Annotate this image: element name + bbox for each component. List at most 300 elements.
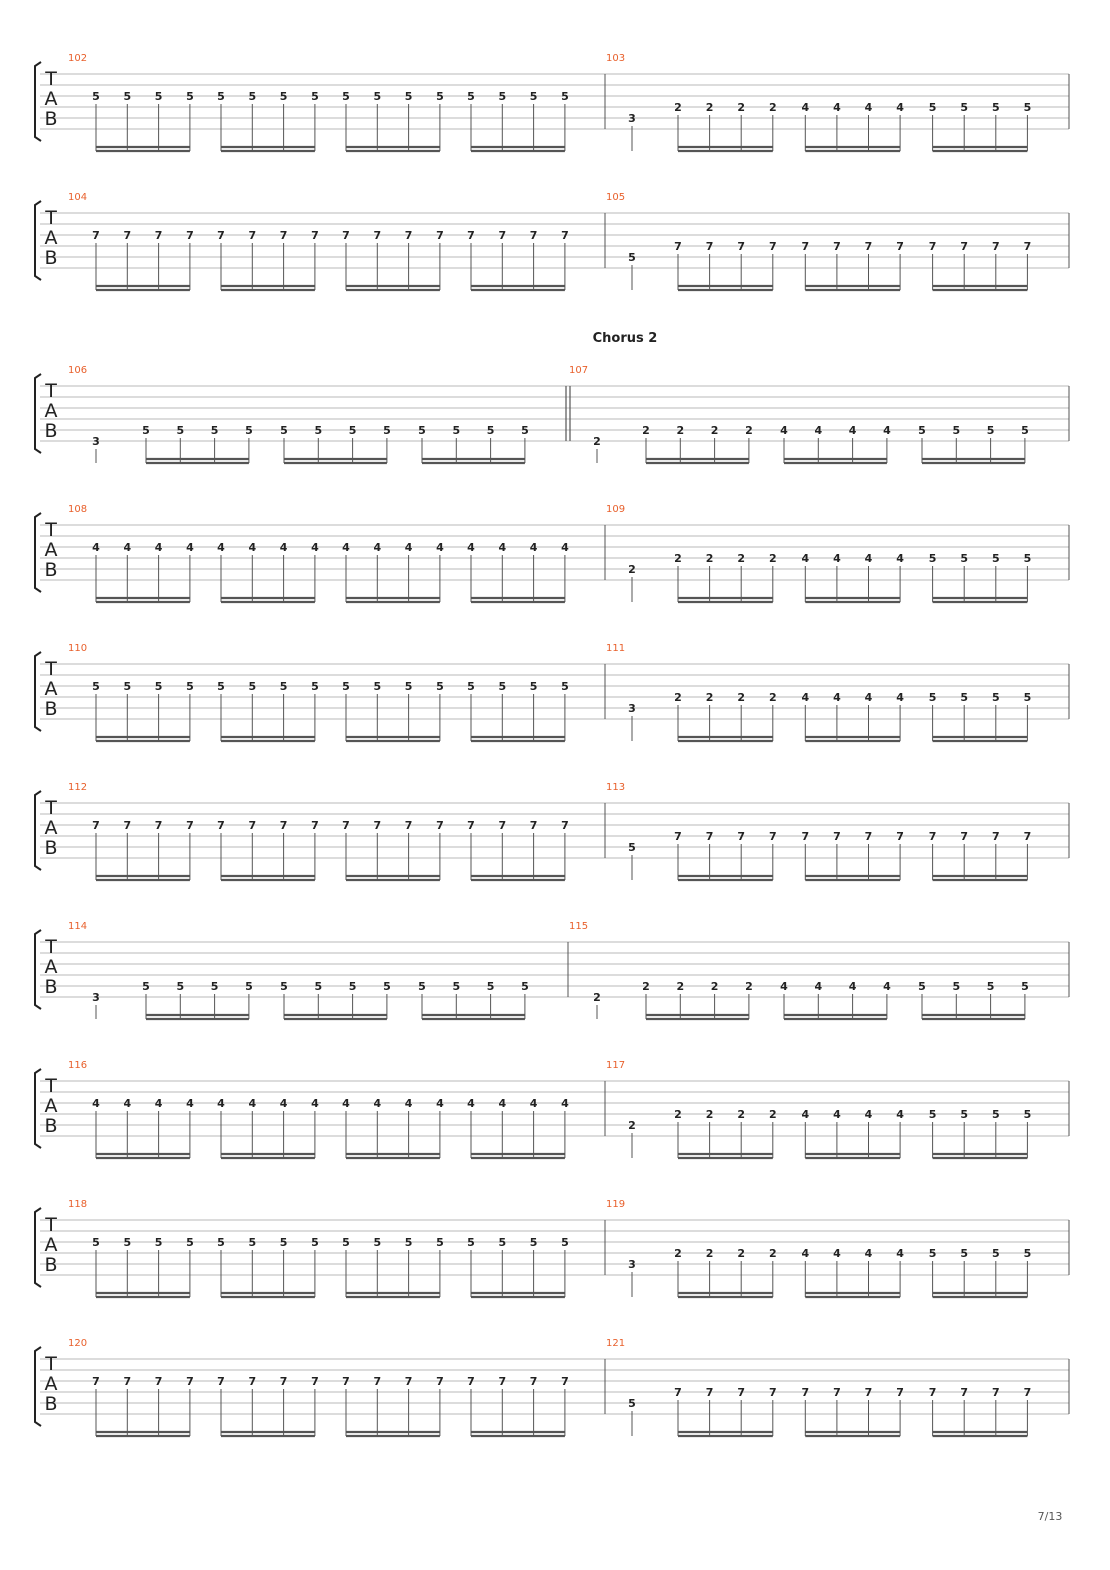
fret-note: 5 xyxy=(123,1236,132,1249)
fret-note: 5 xyxy=(498,1236,507,1249)
fret-note: 5 xyxy=(92,90,100,103)
fret-note: 5 xyxy=(154,1236,163,1249)
fret-note: 4 xyxy=(279,541,288,554)
fret-note: 5 xyxy=(521,424,529,437)
fret-note: 7 xyxy=(186,1375,194,1388)
fret-note: 7 xyxy=(737,830,746,843)
tab-clef-letter: B xyxy=(44,837,58,859)
fret-note: 7 xyxy=(311,229,319,242)
fret-note: 7 xyxy=(404,1375,413,1388)
fret-note: 2 xyxy=(768,1247,777,1260)
fret-note: 7 xyxy=(123,229,132,242)
fret-note: 7 xyxy=(436,819,444,832)
fret-note: 5 xyxy=(311,1236,319,1249)
fret-note: 4 xyxy=(311,1097,319,1110)
fret-note: 4 xyxy=(780,424,788,437)
measure-number: 114 xyxy=(68,921,88,932)
tab-clef-letter: B xyxy=(44,1393,58,1415)
fret-note: 4 xyxy=(896,691,904,704)
fret-note: 7 xyxy=(92,229,100,242)
fret-note: 7 xyxy=(467,819,475,832)
fret-note: 7 xyxy=(154,819,163,832)
tab-clef-letter: B xyxy=(44,698,58,720)
fret-note: 4 xyxy=(814,980,823,993)
fret-note: 5 xyxy=(279,1236,288,1249)
fret-note: 4 xyxy=(92,1097,100,1110)
fret-note: 2 xyxy=(705,552,714,565)
fret-note: 5 xyxy=(991,1247,1000,1260)
fret-note: 5 xyxy=(217,1236,225,1249)
fret-note: 7 xyxy=(928,830,937,843)
fret-note: 5 xyxy=(123,90,132,103)
fret-note: 5 xyxy=(342,680,350,693)
measure-number: 116 xyxy=(68,1060,88,1071)
fret-note: 4 xyxy=(92,541,100,554)
fret-note: 4 xyxy=(780,980,788,993)
fret-note: 4 xyxy=(801,1247,810,1260)
fret-note: 5 xyxy=(918,424,926,437)
page-number: 7/13 xyxy=(1037,1510,1063,1523)
fret-note: 5 xyxy=(404,90,413,103)
tab-clef-letter: A xyxy=(44,1095,58,1117)
fret-note: 7 xyxy=(529,1375,538,1388)
fret-note: 5 xyxy=(280,424,288,437)
fret-note: 5 xyxy=(186,90,194,103)
fret-note: 4 xyxy=(814,424,823,437)
fret-note: 2 xyxy=(745,980,753,993)
fret-note: 7 xyxy=(154,229,163,242)
fret-note: 7 xyxy=(960,830,969,843)
fret-note: 5 xyxy=(952,980,961,993)
fret-note: 7 xyxy=(896,240,904,253)
fret-note: 7 xyxy=(373,819,382,832)
fret-note: 4 xyxy=(498,541,507,554)
tab-clef-letter: B xyxy=(44,1254,58,1276)
fret-note: 4 xyxy=(123,541,132,554)
fret-note: 5 xyxy=(452,980,461,993)
fret-note: 5 xyxy=(529,680,538,693)
tab-clef-letter: A xyxy=(44,400,58,422)
fret-note: 7 xyxy=(896,1386,904,1399)
fret-note: 7 xyxy=(248,1375,257,1388)
tab-clef-letter: T xyxy=(45,207,57,229)
measure-number: 105 xyxy=(606,192,626,203)
fret-note: 4 xyxy=(529,541,538,554)
tab-clef-letter: B xyxy=(44,976,58,998)
fret-note: 5 xyxy=(486,424,495,437)
fret-note: 7 xyxy=(404,819,413,832)
measure-number: 103 xyxy=(606,53,626,64)
fret-note: 5 xyxy=(342,90,350,103)
measure-number: 119 xyxy=(606,1199,626,1210)
fret-note: 5 xyxy=(991,691,1000,704)
fret-note: 5 xyxy=(960,552,969,565)
fret-note: 5 xyxy=(92,1236,100,1249)
fret-note: 7 xyxy=(833,240,841,253)
fret-note: 5 xyxy=(279,90,288,103)
fret-note: 5 xyxy=(404,1236,413,1249)
fret-note: 2 xyxy=(710,424,719,437)
fret-note: 5 xyxy=(529,1236,538,1249)
fret-note: 7 xyxy=(123,1375,132,1388)
fret-note: 4 xyxy=(864,691,873,704)
fret-note: 5 xyxy=(248,90,257,103)
fret-note: 5 xyxy=(342,1236,350,1249)
lead-note: 3 xyxy=(628,1258,636,1271)
fret-note: 7 xyxy=(404,229,413,242)
fret-note: 7 xyxy=(186,819,194,832)
lead-note: 3 xyxy=(628,702,636,715)
fret-note: 7 xyxy=(737,240,746,253)
fret-note: 5 xyxy=(960,1247,969,1260)
tab-clef-letter: T xyxy=(45,797,57,819)
fret-note: 4 xyxy=(248,541,257,554)
fret-note: 7 xyxy=(960,240,969,253)
fret-note: 5 xyxy=(1023,691,1032,704)
fret-note: 4 xyxy=(186,1097,194,1110)
fret-note: 4 xyxy=(833,1247,841,1260)
fret-note: 5 xyxy=(245,980,253,993)
fret-note: 7 xyxy=(833,830,841,843)
fret-note: 5 xyxy=(373,90,382,103)
fret-note: 5 xyxy=(561,1236,569,1249)
tab-clef-letter: A xyxy=(44,1234,58,1256)
fret-note: 2 xyxy=(737,1247,746,1260)
measure-number: 108 xyxy=(68,504,88,515)
fret-note: 5 xyxy=(348,424,357,437)
fret-note: 5 xyxy=(311,680,319,693)
fret-note: 2 xyxy=(676,424,685,437)
fret-note: 2 xyxy=(768,552,777,565)
fret-note: 4 xyxy=(186,541,194,554)
fret-note: 2 xyxy=(737,1108,746,1121)
fret-note: 5 xyxy=(1023,1108,1032,1121)
fret-note: 7 xyxy=(864,1386,873,1399)
fret-note: 2 xyxy=(642,980,650,993)
fret-note: 5 xyxy=(1023,1247,1032,1260)
fret-note: 7 xyxy=(498,819,507,832)
fret-note: 2 xyxy=(705,691,714,704)
fret-note: 4 xyxy=(864,1247,873,1260)
fret-note: 5 xyxy=(467,90,475,103)
fret-note: 5 xyxy=(311,90,319,103)
measure-number: 106 xyxy=(68,365,88,376)
measure-number: 115 xyxy=(569,921,589,932)
fret-note: 7 xyxy=(467,229,475,242)
fret-note: 5 xyxy=(186,680,194,693)
lead-note: 3 xyxy=(92,435,100,448)
fret-note: 7 xyxy=(768,240,777,253)
fret-note: 2 xyxy=(642,424,650,437)
fret-note: 7 xyxy=(864,240,873,253)
fret-note: 7 xyxy=(991,830,1000,843)
fret-note: 5 xyxy=(952,424,961,437)
fret-note: 7 xyxy=(279,819,288,832)
lead-note: 3 xyxy=(628,112,636,125)
fret-note: 7 xyxy=(674,830,682,843)
fret-note: 7 xyxy=(737,1386,746,1399)
tab-clef-letter: A xyxy=(44,678,58,700)
fret-note: 7 xyxy=(561,1375,569,1388)
fret-note: 7 xyxy=(991,240,1000,253)
fret-note: 4 xyxy=(801,1108,810,1121)
fret-note: 7 xyxy=(498,229,507,242)
fret-note: 2 xyxy=(676,980,685,993)
fret-note: 7 xyxy=(373,229,382,242)
fret-note: 5 xyxy=(467,680,475,693)
fret-note: 7 xyxy=(217,229,225,242)
fret-note: 5 xyxy=(210,424,219,437)
measure-number: 112 xyxy=(68,782,88,793)
fret-note: 4 xyxy=(801,552,810,565)
fret-note: 4 xyxy=(833,101,841,114)
fret-note: 4 xyxy=(154,541,163,554)
fret-note: 5 xyxy=(373,680,382,693)
fret-note: 5 xyxy=(383,980,391,993)
fret-note: 7 xyxy=(467,1375,475,1388)
fret-note: 2 xyxy=(674,1247,682,1260)
fret-note: 7 xyxy=(154,1375,163,1388)
tab-clef-letter: A xyxy=(44,227,58,249)
fret-note: 4 xyxy=(279,1097,288,1110)
fret-note: 5 xyxy=(314,424,323,437)
fret-note: 5 xyxy=(498,680,507,693)
fret-note: 4 xyxy=(561,1097,569,1110)
fret-note: 5 xyxy=(561,90,569,103)
fret-note: 7 xyxy=(217,1375,225,1388)
fret-note: 5 xyxy=(436,1236,444,1249)
fret-note: 5 xyxy=(348,980,357,993)
fret-note: 7 xyxy=(705,830,714,843)
fret-note: 7 xyxy=(561,819,569,832)
fret-note: 4 xyxy=(883,424,891,437)
fret-note: 4 xyxy=(436,1097,444,1110)
lead-note: 2 xyxy=(628,563,636,576)
fret-note: 5 xyxy=(154,90,163,103)
tab-clef-letter: A xyxy=(44,88,58,110)
fret-note: 7 xyxy=(674,1386,682,1399)
fret-note: 5 xyxy=(1023,101,1032,114)
fret-note: 7 xyxy=(801,1386,810,1399)
fret-note: 4 xyxy=(373,541,382,554)
fret-note: 5 xyxy=(210,980,219,993)
fret-note: 2 xyxy=(737,691,746,704)
tab-clef-letter: T xyxy=(45,1075,57,1097)
fret-note: 4 xyxy=(404,1097,413,1110)
fret-note: 5 xyxy=(960,1108,969,1121)
fret-note: 7 xyxy=(436,229,444,242)
fret-note: 7 xyxy=(1023,1386,1032,1399)
fret-note: 5 xyxy=(186,1236,194,1249)
fret-note: 7 xyxy=(342,1375,350,1388)
fret-note: 2 xyxy=(737,101,746,114)
fret-note: 7 xyxy=(768,830,777,843)
fret-note: 5 xyxy=(561,680,569,693)
fret-note: 7 xyxy=(705,240,714,253)
fret-note: 2 xyxy=(737,552,746,565)
lead-note: 5 xyxy=(628,251,636,264)
fret-note: 7 xyxy=(217,819,225,832)
fret-note: 5 xyxy=(373,1236,382,1249)
lead-note: 2 xyxy=(628,1119,636,1132)
fret-note: 2 xyxy=(674,101,682,114)
fret-note: 4 xyxy=(436,541,444,554)
measure-number: 102 xyxy=(68,53,88,64)
fret-note: 7 xyxy=(991,1386,1000,1399)
fret-note: 7 xyxy=(768,1386,777,1399)
tab-clef-letter: B xyxy=(44,247,58,269)
fret-note: 5 xyxy=(245,424,253,437)
fret-note: 2 xyxy=(768,691,777,704)
fret-note: 5 xyxy=(1021,424,1029,437)
fret-note: 7 xyxy=(92,819,100,832)
fret-note: 7 xyxy=(529,819,538,832)
fret-note: 5 xyxy=(1021,980,1029,993)
tab-clef-letter: T xyxy=(45,380,57,402)
lead-note: 3 xyxy=(92,991,100,1004)
fret-note: 5 xyxy=(452,424,461,437)
tab-clef-letter: B xyxy=(44,108,58,130)
fret-note: 2 xyxy=(745,424,753,437)
fret-note: 4 xyxy=(864,101,873,114)
fret-note: 7 xyxy=(833,1386,841,1399)
fret-note: 5 xyxy=(92,680,100,693)
measure-number: 107 xyxy=(569,365,589,376)
tab-clef-letter: T xyxy=(45,1214,57,1236)
fret-note: 5 xyxy=(248,1236,257,1249)
tab-clef-letter: T xyxy=(45,68,57,90)
fret-note: 5 xyxy=(248,680,257,693)
fret-note: 7 xyxy=(928,1386,937,1399)
fret-note: 7 xyxy=(279,229,288,242)
fret-note: 5 xyxy=(986,424,995,437)
fret-note: 5 xyxy=(418,424,426,437)
fret-note: 5 xyxy=(142,980,150,993)
fret-note: 4 xyxy=(833,552,841,565)
fret-note: 4 xyxy=(467,1097,475,1110)
fret-note: 7 xyxy=(436,1375,444,1388)
fret-note: 4 xyxy=(864,552,873,565)
measure-number: 104 xyxy=(68,192,88,203)
measure-number: 120 xyxy=(68,1338,88,1349)
fret-note: 5 xyxy=(928,101,937,114)
fret-note: 5 xyxy=(279,680,288,693)
fret-note: 5 xyxy=(928,1247,937,1260)
fret-note: 7 xyxy=(311,1375,319,1388)
fret-note: 7 xyxy=(801,830,810,843)
fret-note: 4 xyxy=(498,1097,507,1110)
fret-note: 5 xyxy=(991,1108,1000,1121)
fret-note: 7 xyxy=(248,229,257,242)
fret-note: 5 xyxy=(436,680,444,693)
fret-note: 2 xyxy=(710,980,719,993)
lead-note: 5 xyxy=(628,841,636,854)
fret-note: 5 xyxy=(486,980,495,993)
fret-note: 4 xyxy=(561,541,569,554)
fret-note: 5 xyxy=(418,980,426,993)
fret-note: 7 xyxy=(311,819,319,832)
fret-note: 4 xyxy=(311,541,319,554)
measure-number: 117 xyxy=(606,1060,626,1071)
fret-note: 7 xyxy=(248,819,257,832)
fret-note: 5 xyxy=(918,980,926,993)
fret-note: 4 xyxy=(896,101,904,114)
tab-clef-letter: A xyxy=(44,817,58,839)
fret-note: 5 xyxy=(986,980,995,993)
fret-note: 4 xyxy=(801,101,810,114)
fret-note: 2 xyxy=(768,1108,777,1121)
fret-note: 5 xyxy=(436,90,444,103)
fret-note: 4 xyxy=(154,1097,163,1110)
fret-note: 5 xyxy=(217,90,225,103)
fret-note: 5 xyxy=(960,691,969,704)
tab-clef-letter: T xyxy=(45,1353,57,1375)
fret-note: 4 xyxy=(883,980,891,993)
fret-note: 7 xyxy=(373,1375,382,1388)
tab-clef-letter: T xyxy=(45,658,57,680)
fret-note: 2 xyxy=(674,1108,682,1121)
fret-note: 5 xyxy=(928,552,937,565)
fret-note: 7 xyxy=(928,240,937,253)
fret-note: 4 xyxy=(248,1097,257,1110)
tab-clef-letter: T xyxy=(45,519,57,541)
fret-note: 5 xyxy=(123,680,132,693)
fret-note: 5 xyxy=(1023,552,1032,565)
fret-note: 5 xyxy=(280,980,288,993)
fret-note: 4 xyxy=(896,1247,904,1260)
fret-note: 5 xyxy=(928,1108,937,1121)
tab-clef-letter: B xyxy=(44,1115,58,1137)
fret-note: 7 xyxy=(529,229,538,242)
tab-clef-letter: A xyxy=(44,956,58,978)
fret-note: 7 xyxy=(705,1386,714,1399)
fret-note: 2 xyxy=(674,552,682,565)
fret-note: 4 xyxy=(342,1097,350,1110)
fret-note: 7 xyxy=(896,830,904,843)
fret-note: 7 xyxy=(1023,240,1032,253)
fret-note: 7 xyxy=(801,240,810,253)
fret-note: 4 xyxy=(217,541,225,554)
fret-note: 4 xyxy=(848,424,857,437)
tab-clef-letter: A xyxy=(44,539,58,561)
fret-note: 4 xyxy=(896,552,904,565)
fret-note: 5 xyxy=(928,691,937,704)
tab-clef-letter: B xyxy=(44,559,58,581)
fret-note: 4 xyxy=(404,541,413,554)
fret-note: 4 xyxy=(864,1108,873,1121)
fret-note: 7 xyxy=(342,229,350,242)
fret-note: 5 xyxy=(217,680,225,693)
fret-note: 2 xyxy=(674,691,682,704)
fret-note: 5 xyxy=(176,980,185,993)
fret-note: 4 xyxy=(896,1108,904,1121)
measure-number: 118 xyxy=(68,1199,88,1210)
fret-note: 4 xyxy=(833,691,841,704)
measure-number: 113 xyxy=(606,782,626,793)
measure-number: 110 xyxy=(68,643,88,654)
fret-note: 4 xyxy=(217,1097,225,1110)
fret-note: 5 xyxy=(314,980,323,993)
lead-note: 2 xyxy=(593,435,601,448)
fret-note: 7 xyxy=(498,1375,507,1388)
fret-note: 4 xyxy=(467,541,475,554)
fret-note: 4 xyxy=(848,980,857,993)
fret-note: 7 xyxy=(279,1375,288,1388)
fret-note: 5 xyxy=(404,680,413,693)
fret-note: 5 xyxy=(960,101,969,114)
fret-note: 4 xyxy=(373,1097,382,1110)
fret-note: 4 xyxy=(342,541,350,554)
